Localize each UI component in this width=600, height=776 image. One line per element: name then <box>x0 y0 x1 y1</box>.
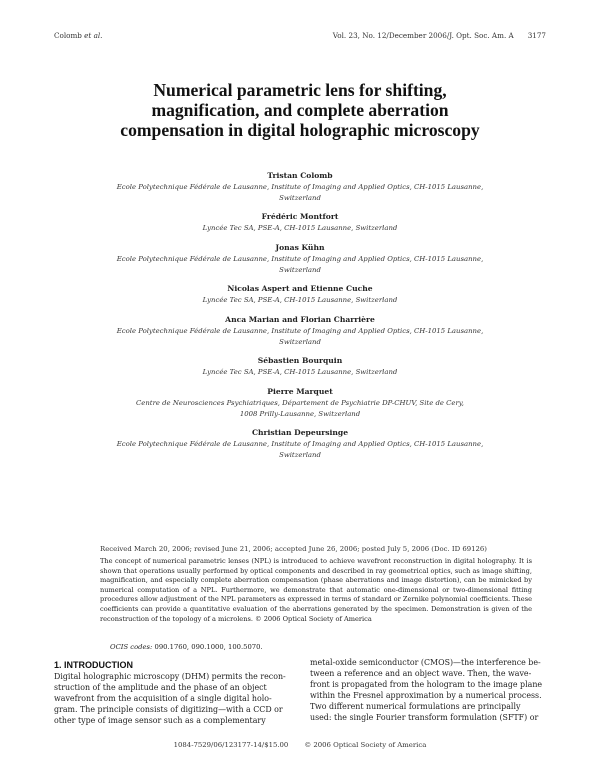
author-affiliation: Lyncée Tec SA, PSE-A, CH-1015 Lausanne, Switzerland <box>202 296 398 304</box>
author-list <box>90 170 510 468</box>
author-name: Pierre Marquet <box>267 387 333 396</box>
author-affiliation: Ecole Polytechnique Fédérale de Lausanne, Institute of Imaging and Applied Optics, CH-1015 Lausanne, <box>116 255 484 263</box>
author-affiliation: Ecole Polytechnique Fédérale de Lausanne, Institute of Imaging and Applied Optics, CH-1015 Lausanne, <box>116 440 484 448</box>
title-line: Numerical parametric lens for shifting, <box>153 80 447 100</box>
body-line: gram. The principle consists of digitizing—with a CCD or <box>54 705 283 714</box>
author-block <box>90 427 510 461</box>
author-block <box>90 355 510 378</box>
author-affiliation: Ecole Polytechnique Fédérale de Lausanne, Institute of Imaging and Applied Optics, CH-1015 Lausanne, <box>116 183 484 191</box>
body-line: used: the single Fourier transform formulation (SFTF) or <box>310 713 539 722</box>
section-heading: 1. INTRODUCTION <box>54 660 134 670</box>
author-affiliation: 1008 Prilly-Lausanne, Switzerland <box>239 410 361 418</box>
author-affiliation: Centre de Neurosciences Psychiatriques, Département de Psychiatrie DP-CHUV, Site de Cery, <box>136 399 464 407</box>
author-affiliation: Switzerland <box>279 338 321 346</box>
author-affiliation: Lyncée Tec SA, PSE-A, CH-1015 Lausanne, Switzerland <box>202 368 398 376</box>
body-line: Two different numerical formulations are principally <box>310 702 521 711</box>
author-block <box>90 242 510 276</box>
author-name: Anca Marian and Florian Charrière <box>225 315 375 324</box>
right-column <box>310 657 546 723</box>
author-block <box>90 211 510 234</box>
body-line: within the Fresnel approximation by a numerical process. <box>310 691 542 700</box>
body-line: metal-oxide semiconductor (CMOS)—the interference be- <box>310 658 541 667</box>
running-head-journal: Vol. 23, No. 12/December 2006/J. Opt. Soc. Am. A 3177 <box>332 31 546 40</box>
author-name: Sébastien Bourquin <box>257 356 343 365</box>
body-line: wavefront from the acquisition of a single digital holo- <box>54 694 272 703</box>
author-affiliation: Ecole Polytechnique Fédérale de Lausanne, Institute of Imaging and Applied Optics, CH-1015 Lausanne, <box>116 327 484 335</box>
author-block <box>90 386 510 420</box>
running-head-authors: Colomb et al. <box>54 31 103 40</box>
abstract: The concept of numerical parametric lenses (NPL) is introduced to achieve wavefront reconstruction in digital holography. It is shown that operations usually performed by optical components and described in ray geometrical optics, such as image shifting, magnification, and especially complete aberration compensation (phase aberrations and image distortion), can be mimicked by numerical computation of a NPL. Furthermore, we demonstrate that automatic one-dimensional or two-dimensional fitting procedures allow adjustment of the NPL parameters as expressed in terms of standard or Zernike polynomial coefficients. These coefficients can provide a quantitative evaluation of the aberrations generated by the specimen. Demonstration is given of the reconstruction of the topology of a microlens. © 2006 Optical Society of America <box>100 557 532 623</box>
page-footer <box>0 741 600 749</box>
author-name: Tristan Colomb <box>267 171 333 180</box>
author-name: Frédéric Montfort <box>261 212 339 221</box>
received-dates: Received March 20, 2006; revised June 21, 2006; accepted June 26, 2006; posted July 5, 2006 (Doc. ID 69126) <box>100 545 487 553</box>
author-name: Christian Depeursinge <box>251 428 349 437</box>
ocis-codes: OCIS codes: 090.1760, 090.1000, 100.5070. <box>110 643 263 651</box>
article-title <box>60 80 540 140</box>
author-block <box>90 314 510 348</box>
author-affiliation: Switzerland <box>279 194 321 202</box>
author-affiliation: Switzerland <box>279 451 321 459</box>
title-line: magnification, and complete aberration <box>151 100 449 120</box>
author-affiliation: Switzerland <box>279 266 321 274</box>
issn-price: 1084-7529/06/123177-14/$15.00 <box>173 741 289 749</box>
author-name: Nicolas Aspert and Etienne Cuche <box>227 284 373 293</box>
body-line: Digital holographic microscopy (DHM) permits the recon- <box>54 672 286 681</box>
author-block <box>90 283 510 306</box>
author-block <box>90 170 510 204</box>
author-affiliation: Lyncée Tec SA, PSE-A, CH-1015 Lausanne, Switzerland <box>202 224 398 232</box>
left-column <box>54 671 296 726</box>
page-number: 3177 <box>527 31 546 40</box>
body-line: tween a reference and an object wave. Then, the wave- <box>310 669 532 678</box>
body-line: struction of the amplitude and the phase of an object <box>54 683 267 692</box>
body-line: other type of image sensor such as a complementary <box>54 716 266 725</box>
author-name: Jonas Kühn <box>275 243 325 252</box>
title-line: compensation in digital holographic microscopy <box>120 120 480 140</box>
footer-copyright: © 2006 Optical Society of America <box>304 741 427 749</box>
running-head <box>54 31 546 43</box>
body-line: front is propagated from the hologram to the image plane <box>310 680 543 689</box>
